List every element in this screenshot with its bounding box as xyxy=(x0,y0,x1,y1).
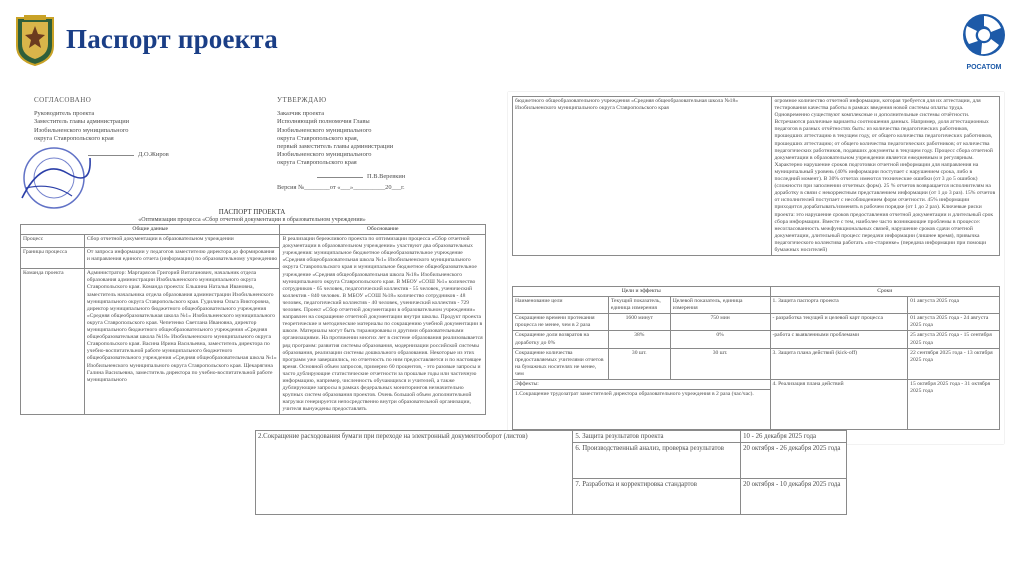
table-row: Сокращение количества предоставляемых учителями отчетов на бумажных носителях не менее, чем 30 шт. 30 шт. 3. Защита плана действий (kick-off) 22 сентября 2025 года - 13 октября 2025 года xyxy=(513,348,1000,379)
passport-subheading: «Оптимизация процесса «Сбор отчетной документации в образовательном учреждении» xyxy=(138,217,366,223)
page-title: Паспорт проекта xyxy=(66,24,278,54)
passport-main-table: Общие данные Обоснование Процесс Сбор отчетной документации в образовательном учреждении В реализации бережливого проекта по оптимизации процесса «Сбор отчетной документации в образовательном учреждении» участвуют два образовательных учреждения: муниципальное бюджетное общеобразовательное учреждение «Средняя общеобразовательная школа №1» Изобильненского муниципального округа Ставропольского края и муниципальное бюджетное общеобразовательное учреждение «Средняя общеобразовательная школа №18» Изобильненского муниципального округа Ставропольского края. В МБОУ «СОШ №1» количество сотрудников - 65 человек, педагогический коллектив - 55 человек, ученический коллектив - 840 человек. В МБОУ «СОШ №18» количество сотрудников - 48 человек, педагогический коллектив - 40 человек, ученический коллектив - 729 человек. Проект «Сбор отчетной документации в образовательном учреждении» направлен на сокращение отчетной документации внутри школы. Продукт проекта теоретические и методические материалы по сокращению учебной документации в школе. Материалы могут быть тиражированы и другими образовательными организациями. На протяжении многих лет в системе образования реализовывается ряд программ: развития системы образования, модернизации российской системы образования, реализации системы дошкольного образования. Некоторые из этих программ уже завершились, но отчетность по ним предоставляется и по настоящее время. Основной объем запросов, примерно 60 процентов, - это разовые запросы и часто дублирующие статистические отчетности за прошлые годы или частичную информацию, например, численность обучающихся и учителей, а также дублирующие запросы в рамках федеральных мониторингов незначительно крупных систем образования проектов. Очень большой объем дополнительной нагрузки генерируется непосредственно внутри образовательной организации, учителя вынуждены предоставлять Границы процесса От запроса информации у педагогов заместителю директора до формирования и направления единого отчета (информации) по образовательному учреждению Команда проекта Администратор: Маргарясов Григорий Витаганович, начальник отдела образования администрации Изобильненского муниципального округа Ставропольского края. Команда проекта: Ельшина Наталья Ивановна, заместитель начальника отдела образования администрации Изобильненского муниципального округа Ставропольского края. Гудилина Ольга Викторовна, директор муниципального бюджетного общеобразовательного учреждения «Средняя общеобразовательная школа №1» Изобильненского муниципального округа Ставропольского края. Чепетенко Светлана Ивановна, директор муниципального бюджетного общеобразовательного учреждения «Средняя общеобразовательная школа №18» Изобильненского муниципального округа Ставропольского края. Васина Ирина Васильевна, заместитель директора по учебно-воспитательной работе муниципального бюджетного общеобразовательного учреждения «Средняя общеобразовательная школа №1» Изобильненского муниципального округа Ставропольского края. Щекарягина Галина Васильевна, заместитель директора по учебно-воспитательной работе муниципального xyxy=(20,224,486,415)
table-row: 2.Сокращение расходования бумаги при переходе на электронный документооборот (листов) 5. Защита результатов проекта 10 - 26 декабря 2025 года xyxy=(256,431,847,443)
table-row: Команда проекта Администратор: Маргарясов Григорий Витаганович, начальник отдела образования администрации Изобильненского муниципального округа Ставропольского края. Команда проекта: Ельшина Наталья Ивановна, заместитель начальника отдела образования администрации Изобильненского муниципального округа Ставропольского края. Гудилина Ольга Викторовна, директор муниципального бюджетного общеобразовательного учреждения «Средняя общеобразовательная школа №1» Изобильненского муниципального округа Ставропольского края. Чепетенко Светлана Ивановна, директор муниципального бюджетного общеобразовательного учреждения «Средняя общеобразовательная школа №18» Изобильненского муниципального округа Ставропольского края. Васина Ирина Васильевна, заместитель директора по учебно-воспитательной работе муниципального бюджетного общеобразовательного учреждения «Средняя общеобразовательная школа №1» Изобильненского муниципального округа Ставропольского края. Щекарягина Галина Васильевна, заместитель директора по учебно-воспитательной работе муниципального xyxy=(21,269,486,415)
table-row: 1.Сокращение трудозатрат заместителей директора образовательного учреждения в 2 раза (час/час). xyxy=(513,390,1000,430)
passport-page-1 xyxy=(12,82,492,438)
approval-agreed-block: СОГЛАСОВАНО Руководитель проекта Заместитель главы администрации Изобильненского муниципального округа Ставропольского края Д.О.Жиров xyxy=(34,96,169,159)
table-row: Сокращение времени протекания процесса не менее, чем в 2 раза 1600 минут 750 мин - разработка текущей и целевой карт процесса 01 августа 2025 года - 24 августа 2025 года xyxy=(513,314,1000,331)
passport-page-3 xyxy=(255,430,847,565)
table-row: Границы процесса От запроса информации у педагогов заместителю директора до формирования и направления единого отчета (информации) по образовательному учреждению xyxy=(21,247,486,269)
table-row: Процесс Сбор отчетной документации в образовательном учреждении В реализации бережливого проекта по оптимизации процесса «Сбор отчетной документации в образовательном учреждении» участвуют два образовательных учреждения: муниципальное бюджетное общеобразовательное учреждение «Средняя общеобразовательная школа №1» Изобильненского муниципального округа Ставропольского края и муниципальное бюджетное общеобразовательное учреждение «Средняя общеобразовательная школа №18» Изобильненского муниципального округа Ставропольского края. В МБОУ «СОШ №1» количество сотрудников - 65 человек, педагогический коллектив - 55 человек, ученический коллектив - 840 человек. В МБОУ «СОШ №18» количество сотрудников - 48 человек, педагогический коллектив - 40 человек, ученический коллектив - 729 человек. Проект «Сбор отчетной документации в образовательном учреждении» направлен на сокращение отчетной документации внутри школы. Продукт проекта теоретические и методические материалы по сокращению учебной документации в школе. Материалы могут быть тиражированы и другими образовательными организациями. На протяжении многих лет в системе образования реализовывается ряд программ: развития системы образования, модернизации российской системы образования, реализации системы дошкольного образования. Некоторые из этих программ уже завершились, но отчетность по ним предоставляется и по настоящее время. Основной объем запросов, примерно 60 процентов, - это разовые запросы и часто дублирующие статистические отчетности за прошлые годы или частичную информацию, например, численность обучающихся и учителей, а также дублирующие запросы в рамках федеральных мониторингов незначительно крупных систем образования проектов. Очень большой объем дополнительной нагрузки генерируется непосредственно внутри образовательной организации, учителя вынуждены предоставлять xyxy=(21,235,486,248)
passport-heading: ПАСПОРТ ПРОЕКТА xyxy=(218,208,286,216)
passport-page-2 xyxy=(508,92,1004,444)
table-row: 6. Производственный анализ, проверка результатов 20 октября - 26 декабря 2025 года xyxy=(256,443,847,479)
goals-and-terms-table: Цели и эффекты Сроки Наименование цели Текущий показатель, единица измерения Целевой показатель, единица измерения 1. Защита паспорта проекта 01 августа 2025 года Сокращение времени протекания процесса не менее, чем в 2 раза 1600 минут 750 мин - разработка текущей и целевой карт процесса 01 августа 2025 года - 24 августа 2025 года Сокращение доли возвратов на доработку до 0% 38% 0% -работа с выявленными проблемами 25 августа 2025 года - 15 сентября 2025 года Сокращение количества предоставляемых учителями отчетов на бумажных носителях не менее, чем 30 шт. 30 шт. 3. Защита плана действий (kick-off) 22 сентября 2025 года - 13 октября 2025 года Эффекты: 4. Реализация плана действий 15 октября 2025 года - 31 октября 2025 года 1.Сокращение трудозатрат заместителей директора образовательного учреждения в 2 раза (час/час). xyxy=(512,286,1000,430)
logo-text: РОСАТОМ xyxy=(966,64,1002,71)
approval-approved-block: УТВЕРЖДАЮ Заказчик проекта Исполняющий полномочия Главы Изобильненского муниципального округа Ставропольского края, первый заместитель главы администрации Изобильненского муниципального округа Ставропольского края П.В.Веревкин Версия №________от «___»__________20___г. xyxy=(277,96,406,191)
rosatom-logo-icon xyxy=(958,12,1010,70)
table-row: 7. Разработка и корректировка стандартов 20 октября - 10 декабря 2025 года xyxy=(256,479,847,515)
official-stamp-icon xyxy=(12,138,92,218)
table-row: Сокращение доли возвратов на доработку до 0% 38% 0% -работа с выявленными проблемами 25 августа 2025 года - 15 сентября 2025 года xyxy=(513,331,1000,348)
stavropol-coat-of-arms-icon xyxy=(14,14,56,66)
passport-continuation-table: бюджетного общеобразовательного учреждения «Средняя общеобразовательная школа №18» Изобильненского муниципального округа Ставропольского края огромное количество отчетной информации, которая требуется для их аттестации, для тестирования качества работы в рамках введения новой системы оплаты труда. Одновременно существуют комплексные и дополнительные системы отчётности. Встречаются различные варианты соотношения данных. Например, доля аттестационных педагогов в разных отчётностях быть: из количества педагогических работников, прошедших аттестацию в текущем году, от общего количества педагогических работников, прошедших аттестацию; от общего количества педагогических работников; от количества педагогических работников, подавших документы в текущем году. Процесс сбора отчетной документации в образовательном учреждении является ежедневным и регулярным. Характерно нарушение сроков подготовки отчетной информации для направления на муниципальный уровень (40% информации поступает с нарушением срока, либо в последний момент). В 30% отчетах имеются технические ошибки (от 3 до 5 ошибок) (сложности при заполнении отчетных форм). 25 % отчетов возвращается исполнителям на доработку в связи с некорректным представлением информации (от 1 до 3 раз). 15% отчетов от исполнителей поступает с несоблюдением форм отчетности. 45% информации приходится дорабатывать/изменять в рабочем порядке (от 1 до 2 раз). Ключевые риски проекта: это нарушение сроков предоставления отчетной документации и длительный срок сбора информации. Вместе с тем, наиболее часто возникающие проблемы в процессе: несогласованность межфункциональных связей, нарушение сроков сдачи отчетной документации, длительный процесс передачи информации (лишнее время), привычка педагогического коллектива работать «по-старинке» (передача информации при помощи бумажных носителей) xyxy=(512,96,1000,256)
effects-and-stages-table xyxy=(255,430,847,515)
